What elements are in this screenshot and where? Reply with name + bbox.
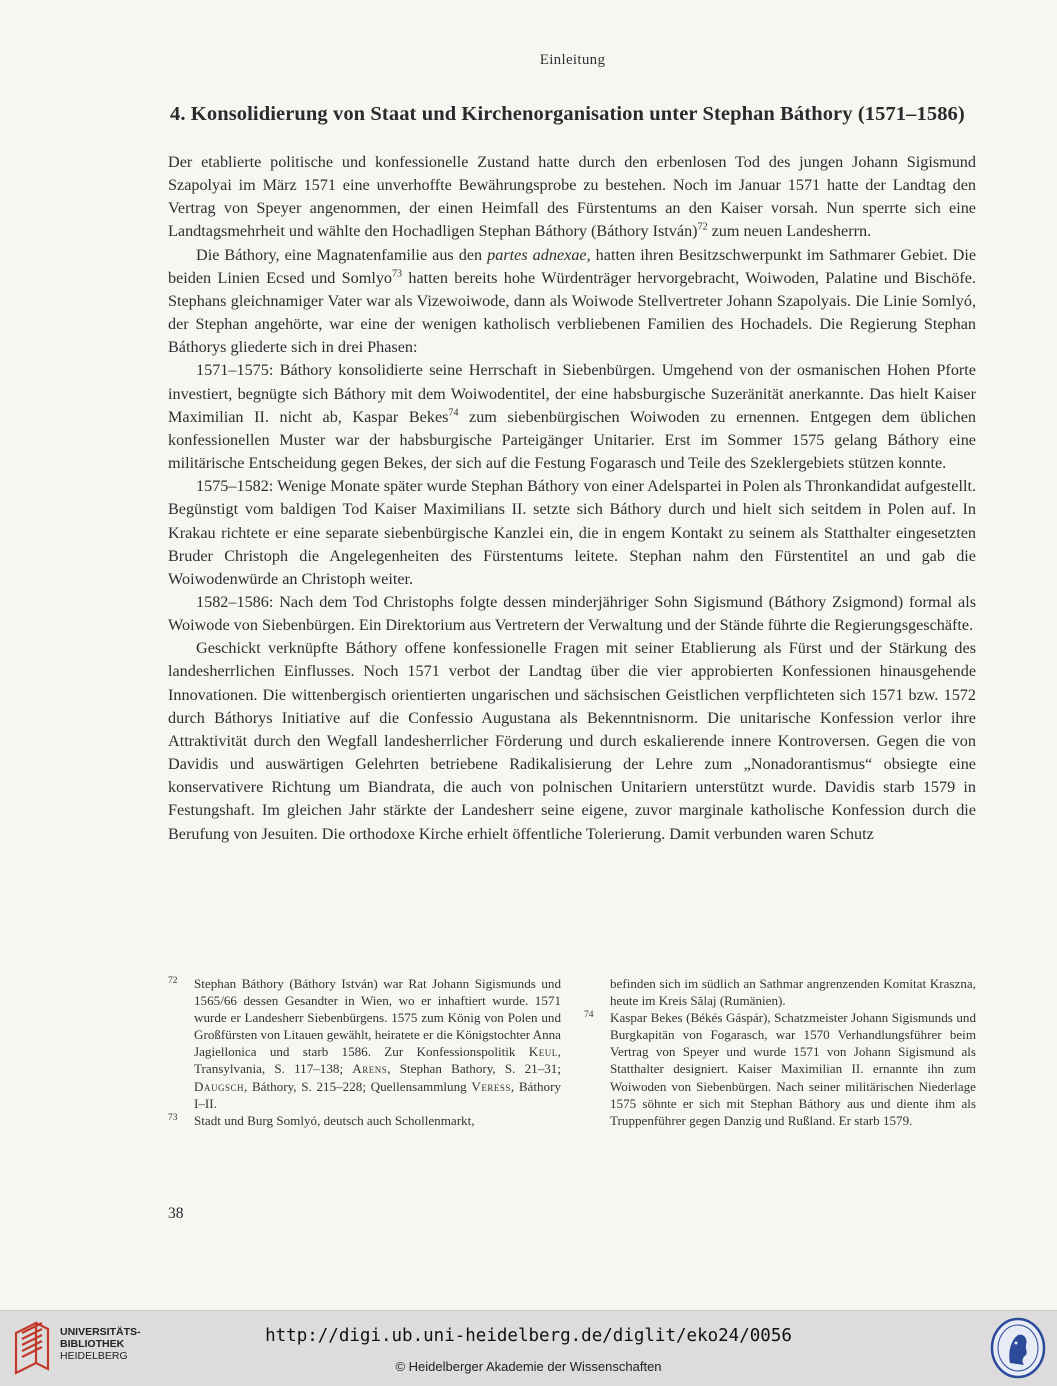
- paragraph-3: [168, 359, 976, 475]
- footnote-number: 73: [168, 1112, 178, 1123]
- running-head: Einleitung: [539, 52, 606, 68]
- footnote-text: , Báthory, S. 215–228; Quellensammlung: [243, 1078, 472, 1094]
- paragraph-text: zum neuen Landesherrn.: [707, 222, 872, 241]
- permalink-url[interactable]: http://digi.ub.uni-heidelberg.de/diglit/eko24/0056: [265, 1326, 792, 1346]
- paragraph-text: Der etablierte politische und konfessionelle Zustand hatte durch den erbenlosen Tod des jungen Johann Sigismund Szapolyai im März 1571 eine unverhoffte Bewährungsprobe zu bestehen. Noch im Januar 1571 hatte der Landtag den Vertrag von Speyer angenommen, der einen Heimfall des Fürstentums an den Kaiser vorsah. Nun sperrte sich eine Landtagsmehrheit und wählte den Hochadligen Stephan Báthory (Báthory István): [168, 153, 976, 241]
- footnote-text: , Transylvania, S. 117–138;: [194, 1044, 561, 1077]
- paragraph-4: 1575–1582: Wenige Monate später wurde Stephan Báthory von einer Adelspartei in Polen als Thronkandidat aufgestellt. Begünstigt vom baldigen Tod Kaiser Maximilians II. setzte sich Báthory durch und hielt sich seitdem in Polen auf. In Krakau richtete er eine separate siebenbürgische Kanzlei ein, die in engem Kontakt zu seinem als Statthalter eingesetzten Bruder Christoph die Angelegenheiten des Fürstentums leitete. Stephan nahm den Fürstentitel an und gab die Woiwodenwürde an Christoph weiter.: [168, 477, 976, 588]
- footer-bar: [0, 1310, 1057, 1386]
- paragraph-5: 1582–1586: Nach dem Tod Christophs folgte dessen minderjähriger Sohn Sigismund (Báthory Zsigmond) formal als Woiwode von Siebenbürgen. Ein Direktorium aus Vertretern der Verwaltung und der Stände führte die Regierungsgeschäfte.: [168, 592, 976, 635]
- author-ref: Arens: [352, 1061, 388, 1077]
- footnote-text: Kaspar Bekes (Békés Gáspár), Schatzmeister Johann Sigismunds und Burgkapitän von Fogarasch, war 1570 Verhandlungsführer beim Vertrag von Speyer und wurde 1571 von Johann Sigismund als Statthalter designiert. Kaiser Maximilian II. ernannte ihn zum Woiwoden von Siebenbürgen. Nach seiner militärischen Niederlage 1575 söhnte er sich mit Stephan Báthory aus und diente ihm als Truppenführer gegen Danzig und Rußland. Er starb 1579.: [610, 1010, 976, 1128]
- body-text: [168, 151, 976, 846]
- paragraph-2: [168, 244, 976, 360]
- section-title: 4. Konsolidierung von Staat und Kirchenorganisation unter Stephan Báthory (1571–1586): [170, 103, 965, 125]
- footnote-text: Stadt und Burg Somlyó, deutsch auch Schollenmarkt,: [194, 1112, 475, 1128]
- paragraph-text: hatten ihren Besitzschwerpunkt im Sathmarer Gebiet. Die beiden Linien Ecsed und Somlyo: [168, 245, 977, 287]
- author-ref: Keul: [528, 1044, 558, 1060]
- copyright-notice: © Heidelberger Akademie der Wissenschaften: [395, 1359, 662, 1374]
- footnotes-right-column: [584, 975, 976, 1129]
- footnote-72: [168, 975, 561, 1112]
- footnotes-left-column: [168, 975, 561, 1129]
- page-number: 38: [168, 1205, 184, 1222]
- paragraph-6: Geschickt verknüpfte Báthory offene konfessionelle Fragen mit seiner Etablierung als Fürst und der Stärkung des landesherrlichen Einflusses. Noch 1571 verbot der Landtag über die vier approbierten Konfessionen hinausgehende Innovationen. Die wittenbergisch orientierten ungarischen und sächsischen Geistlichen verpflichteten sich 1571 bzw. 1572 durch Báthorys Initiative auf die Confessio Augustana als Bekenntnisnorm. Die unitarische Konfession verlor ihre Attraktivität durch den Wegfall landesherrlicher Förderung und durch eskalierende innere Kontroversen. Gegen die von Davidis und auswärtigen Gelehrten betriebene Radikalisierung der Lehre zum „Nonadorantismus“ obsiegte eine konservativere Richtung um Biandrata, die auch von polnischen Unitariern unterstützt wurde. Davidis starb 1579 in Festungshaft. Im gleichen Jahr stärkte der Landesherr seine eigene, zuvor marginale katholische Konfession durch die Berufung von Jesuiten. Die orthodoxe Kirche erhielt öffentliche Tolerierung. Damit verbunden waren Schutz: [168, 639, 976, 843]
- footnote-text: , Stephan Bathory, S. 21–31;: [387, 1061, 561, 1077]
- footnote-ref-73[interactable]: 73: [392, 268, 403, 280]
- library-name-line: BIBLIOTHEK: [60, 1338, 125, 1350]
- footnote-ref-72[interactable]: 72: [697, 222, 708, 234]
- footnote-number: 74: [584, 1010, 594, 1021]
- paragraph-1: [168, 151, 976, 244]
- footnote-ref-74[interactable]: 74: [448, 407, 459, 419]
- paragraph-text: 1571–1575: Báthory konsolidierte seine Herrschaft in Siebenbürgen. Umgehend von der osmanischen Hohen Pforte investiert, begnügte sich Báthory mit dem Woiwodentitel, der eine habsburgische Suzeränität anerkannte. Das hielt Kaiser Maximilian II. nicht ab, Kaspar Bekes: [168, 361, 976, 426]
- footnote-text: Stephan Báthory (Báthory István) war Rat Johann Sigismunds und 1565/66 dessen Gesandter in Wien, wo er inhaftiert wurde. 1571 wurde er Landesherr Siebenbürgens. 1575 zum König von Polen und Großfürsten von Litauen gewählt, heiratete er die Königstochter Anna Jagiellonica und starb 1586. Zur Konfessionspolitik: [194, 976, 561, 1060]
- footnote-text: , Báthory I–II.: [194, 1078, 561, 1111]
- footnote-74: [584, 1009, 976, 1129]
- footnote-73-continued: befinden sich im südlich an Sathmar angrenzenden Komitat Kraszna, heute im Kreis Sălaj (Rumänien).: [610, 976, 976, 1009]
- author-ref: Daugsch: [194, 1078, 244, 1094]
- paragraph-text: hatten bereits hohe Würdenträger hervorgebracht, Woiwoden, Palatine und Bischöfe. Stephans gleichnamiger Vater war als Vizewoiwode, dann als Woiwode Stellvertreter Johann Szapolyais. Die Linie Somlyó, der Stephan angehörte, war eine der wenigen katholisch verbliebenen Familien des Hochadels. Die Regierung Stephan Báthorys gliederte sich in drei Phasen:: [168, 268, 976, 357]
- footnote-number: 72: [168, 976, 178, 986]
- footnote-73: [168, 1112, 561, 1129]
- library-name-line: HEIDELBERG: [60, 1350, 128, 1362]
- author-ref: Veress: [471, 1078, 511, 1094]
- paragraph-text: Die Báthory, eine Magnatenfamilie aus den: [196, 245, 488, 264]
- academy-seal-icon: [990, 1317, 1046, 1379]
- latin-term: partes adnexae,: [487, 245, 591, 264]
- paragraph-text: zum siebenbürgischen Woiwoden zu ernennen. Entgegen dem üblichen konfessionellen Muster war der habsburgische Parteigänger Unitarier. Erst im Sommer 1575 gelang Báthory eine militärische Entscheidung gegen Bekes, der sich auf die Festung Fogarasch und Teile des Szeklergebiets stützen konnte.: [168, 407, 976, 473]
- library-name-line: UNIVERSITÄTS-: [60, 1326, 141, 1338]
